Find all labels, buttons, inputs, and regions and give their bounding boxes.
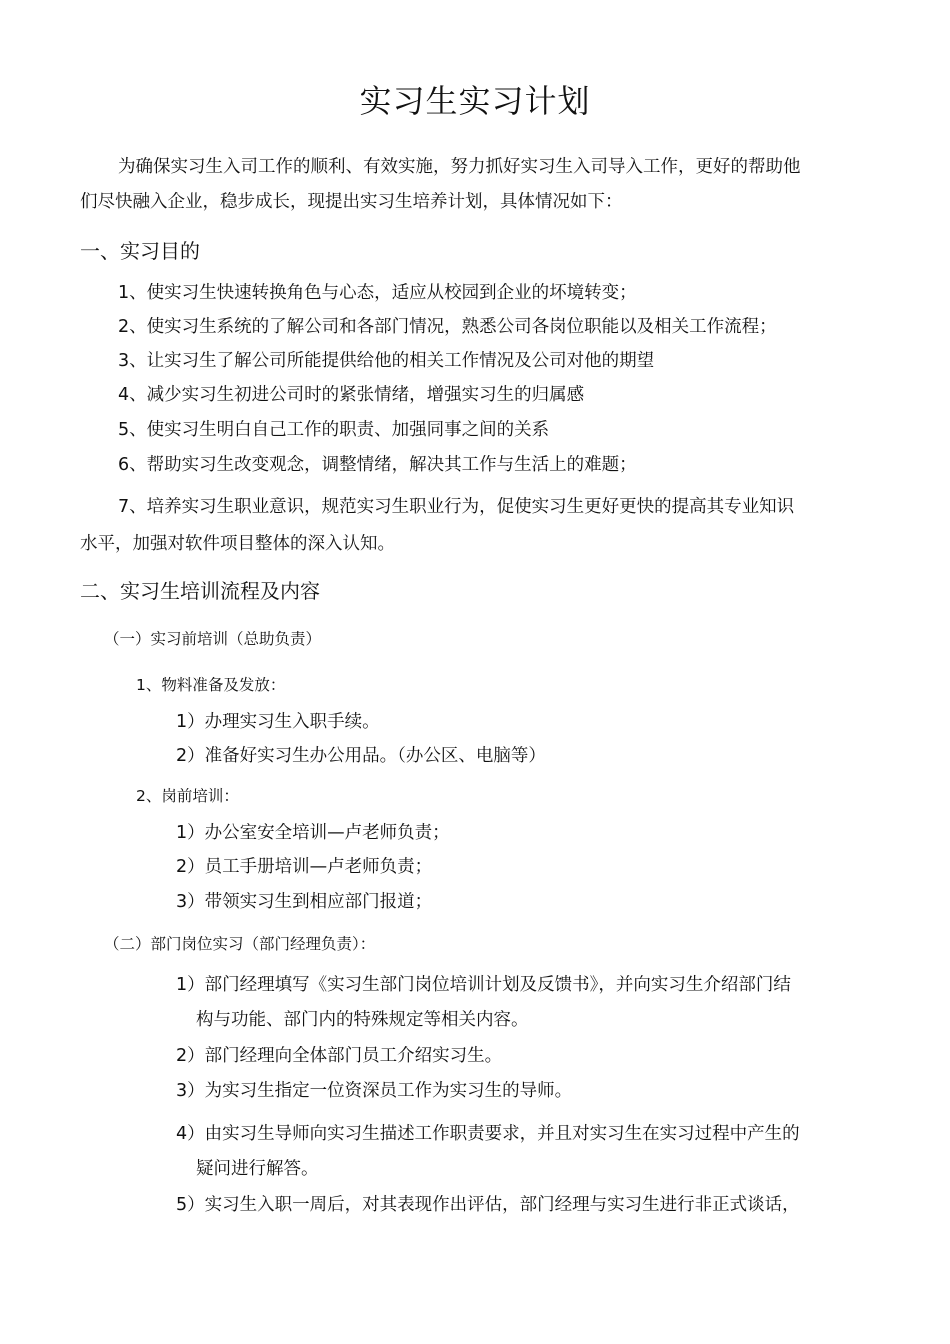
list-item: 2）员工手册培训—卢老师负责；	[176, 857, 433, 877]
page-title: 实习生实习计划	[359, 82, 591, 120]
intro-line-1: 为确保实习生入司工作的顺利、有效实施，努力抓好实习生入司导入工作，更好的帮助他	[118, 157, 801, 177]
list-item: 3）带领实习生到相应部门报道；	[176, 892, 433, 912]
list-item: 3）为实习生指定一位资深员工作为实习生的导师。	[176, 1081, 573, 1101]
goal-item: 5、使实习生明白自己工作的职责、加强同事之间的关系	[118, 420, 550, 440]
part-heading-pre-training: （一）实习前培训（总助负责）	[104, 630, 322, 648]
list-item: 5）实习生入职一周后，对其表现作出评估，部门经理与实习生进行非正式谈话，	[176, 1195, 800, 1215]
goal-item-7-line-2: 水平，加强对软件项目整体的深入认知。	[80, 534, 395, 554]
list-item-4-line-2: 疑问进行解答。	[196, 1159, 319, 1179]
section-heading-training: 二、实习生培训流程及内容	[80, 579, 320, 603]
list-item: 1）办公室安全培训—卢老师负责；	[176, 823, 450, 843]
section-heading-goals: 一、实习目的	[80, 239, 200, 263]
sub-heading-onboarding: 2、岗前培训：	[136, 787, 239, 805]
sub-heading-materials: 1、物料准备及发放：	[136, 676, 286, 694]
goal-item: 2、使实习生系统的了解公司和各部门情况，熟悉公司各岗位职能以及相关工作流程；	[118, 317, 777, 337]
list-item-1-line-1: 1）部门经理填写《实习生部门岗位培训计划及反馈书》，并向实习生介绍部门结	[176, 975, 791, 995]
part-heading-dept-internship: （二）部门岗位实习（部门经理负责）：	[104, 935, 376, 953]
goal-item: 1、使实习生快速转换角色与心态，适应从校园到企业的坏境转变；	[118, 283, 637, 303]
intro-line-2: 们尽快融入企业，稳步成长，现提出实习生培养计划，具体情况如下：	[80, 192, 623, 212]
list-item-1-line-2: 构与功能、部门内的特殊规定等相关内容。	[196, 1010, 529, 1030]
list-item: 2）部门经理向全体部门员工介绍实习生。	[176, 1046, 503, 1066]
list-item-4-line-1: 4）由实习生导师向实习生描述工作职责要求，并且对实习生在实习过程中产生的	[176, 1124, 800, 1144]
goal-item: 4、减少实习生初进公司时的紧张情绪，增强实习生的归属感	[118, 385, 585, 405]
goal-item: 6、帮助实习生改变观念，调整情绪，解决其工作与生活上的难题；	[118, 455, 637, 475]
list-item: 1）办理实习生入职手续。	[176, 712, 380, 732]
goal-item-7-line-1: 7、培养实习生职业意识，规范实习生职业行为，促使实习生更好更快的提高其专业知识	[118, 497, 795, 517]
list-item: 2）准备好实习生办公用品。（办公区、电脑等）	[176, 746, 546, 766]
goal-item: 3、让实习生了解公司所能提供给他的相关工作情况及公司对他的期望	[118, 351, 655, 371]
